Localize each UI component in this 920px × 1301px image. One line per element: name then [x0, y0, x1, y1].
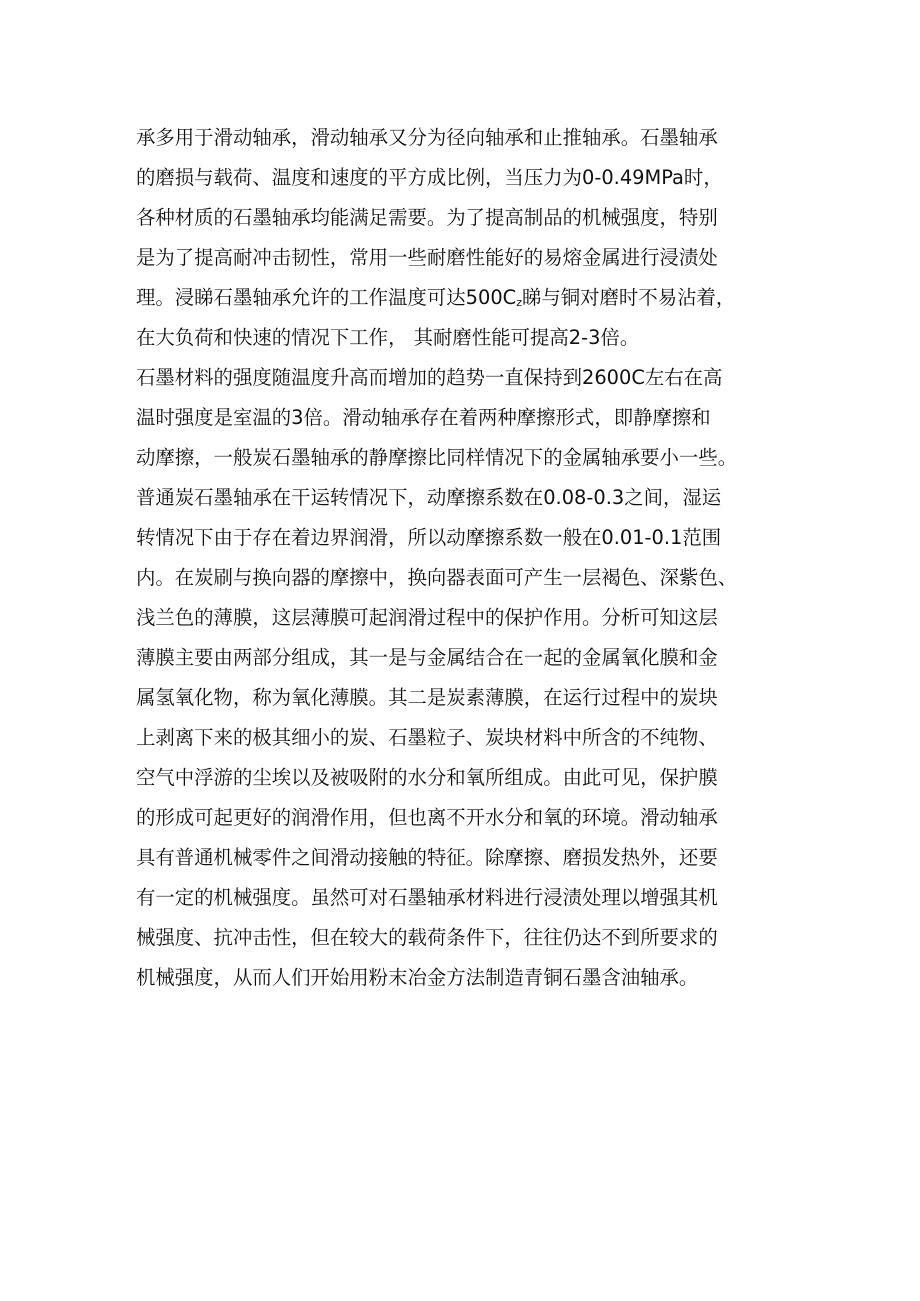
text-line: 石墨材料的强度随温度升高而增加的趋势一直保持到2600C左右在高 [136, 366, 723, 389]
text-line: 各种材质的石墨轴承均能满足需要。为了提高制品的机械强度，特别 [136, 206, 718, 229]
text-line [136, 278, 786, 318]
text-line: 属氢氧化物，称为氧化薄膜。其二是炭素薄膜，在运行过程中的炭块 [136, 686, 718, 709]
text-line: 上剥离下来的极其细小的炭、石墨粒子、炭块材料中所含的不纯物、 [136, 726, 718, 749]
text-line: 转情况下由于存在着边界润滑，所以动摩擦系数一般在0.01-0.1范围 [136, 526, 722, 549]
body-text [136, 118, 786, 998]
subscript-text: z [516, 296, 522, 309]
text-line: 温时强度是室温的3倍。滑动轴承存在着两种摩擦形式，即静摩擦和 [136, 406, 711, 429]
text-segment: 睇与铜对磨时不易沾着， [521, 286, 736, 309]
text-line: 内。在炭刷与换向器的摩擦中，换向器表面可产生一层褐色、深紫色、 [136, 566, 738, 589]
paragraph-1 [136, 118, 786, 358]
text-line: 有一定的机械强度。虽然可对石墨轴承材料进行浸渍处理以增强其机 [136, 886, 718, 909]
text-line: 的形成可起更好的润滑作用，但也离不开水分和氧的环境。滑动轴承 [136, 806, 718, 829]
text-line: 薄膜主要由两部分组成，其一是与金属结合在一起的金属氧化膜和金 [136, 646, 718, 669]
text-line: 动摩擦，一般炭石墨轴承的静摩擦比同样情况下的金属轴承要小一些。 [136, 446, 738, 469]
text-segment: 理。浸睇石墨轴承允许的工作温度可达500C [136, 286, 517, 309]
text-line: 空气中浮游的尘埃以及被吸附的水分和氧所组成。由此可见，保护膜 [136, 766, 718, 789]
text-line: 普通炭石墨轴承在干运转情况下，动摩擦系数在0.08-0.3之间，湿运 [136, 486, 722, 509]
text-line: 械强度、抗冲击性，但在较大的载荷条件下，往往仍达不到所要求的 [136, 926, 718, 949]
text-line: 机械强度，从而人们开始用粉末冶金方法制造青铜石墨含油轴承。 [136, 966, 699, 989]
text-line: 具有普通机械零件之间滑动接触的特征。除摩擦、磨损发热外，还要 [136, 846, 718, 869]
text-line: 的磨损与载荷、温度和速度的平方成比例，当压力为0-0.49MPa时， [136, 166, 723, 189]
text-line: 是为了提高耐冲击韧性，常用一些耐磨性能好的易熔金属进行浸渍处 [136, 246, 718, 269]
paragraph-2 [136, 358, 786, 998]
text-line: 浅兰色的薄膜，这层薄膜可起润滑过程中的保护作用。分析可知这层 [136, 606, 718, 629]
text-line: 承多用于滑动轴承，滑动轴承又分为径向轴承和止推轴承。石墨轴承 [136, 126, 718, 149]
text-line: 在大负荷和快速的情况下工作， 其耐磨性能可提高2-3倍。 [136, 326, 640, 349]
